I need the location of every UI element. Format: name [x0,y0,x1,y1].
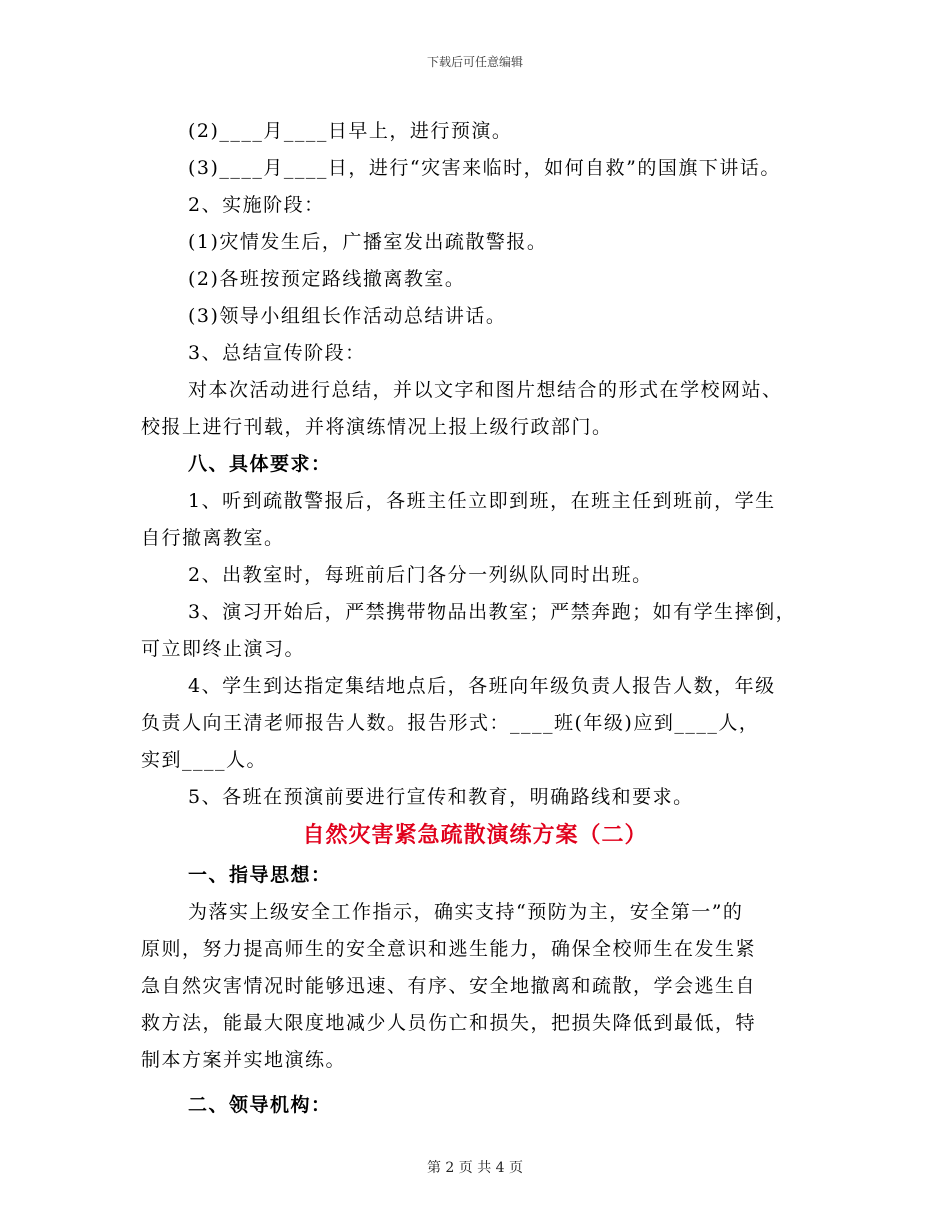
text-line: 对本次活动进行总结，并以文字和图片想结合的形式在学校网站、 [188,379,783,401]
section-heading: 一、指导思想： [188,864,332,886]
text-line: 急自然灾害情况时能够迅速、有序、安全地撤离和疏散，学会逃生自 [141,975,757,997]
page-footer: 第 2 页 共 4 页 [426,1160,524,1176]
text-line: (2)各班按预定路线撤离教室。 [188,268,466,290]
text-line: (1)灾情发生后，广播室发出疏散警报。 [188,231,548,253]
section-heading: 八、具体要求： [188,453,332,475]
page-header: 下载后可任意编辑 [426,55,523,69]
text-line: 校报上进行刊载，并将演练情况上报上级行政部门。 [141,416,613,438]
text-line: 2、实施阶段： [188,194,325,216]
text-line: 2、出教室时，每班前后门各分一列纵队同时出班。 [188,564,653,586]
text-line: 制本方案并实地演练。 [141,1049,347,1071]
document-title: 自然灾害紧急疏散演练方案（二） [302,822,648,848]
text-line: 可立即终止演习。 [141,638,306,660]
text-line: 自行撤离教室。 [141,527,285,549]
text-line: 5、各班在预演前要进行宣传和教育，明确路线和要求。 [188,786,694,808]
text-line: (2)____月____日早上，进行预演。 [188,120,513,142]
text-line: 救方法，能最大限度地减少人员伤亡和损失，把损失降低到最低，特 [141,1012,757,1034]
text-line: 实到____人。 [141,749,268,771]
text-line: (3)领导小组组长作活动总结讲话。 [188,305,507,327]
text-line: 1、听到疏散警报后，各班主任立即到班，在班主任到班前，学生 [188,490,776,512]
text-line: 为落实上级安全工作指示，确实支持“预防为主，安全第一”的 [188,901,744,923]
text-line: 原则，努力提高师生的安全意识和逃生能力，确保全校师生在发生紧 [141,938,757,960]
text-line: 负责人向王清老师报告人数。报告形式：____班(年级)应到____人， [141,712,760,734]
text-line: 3、演习开始后，严禁携带物品出教室；严禁奔跑；如有学生摔倒， [188,601,797,623]
text-line: 4、学生到达指定集结地点后，各班向年级负责人报告人数，年级 [188,675,776,697]
text-line: 3、总结宣传阶段： [188,342,366,364]
text-line: (3)____月____日，进行“灾害来临时，如何自救”的国旗下讲话。 [188,157,781,179]
section-heading: 二、领导机构： [188,1094,332,1116]
